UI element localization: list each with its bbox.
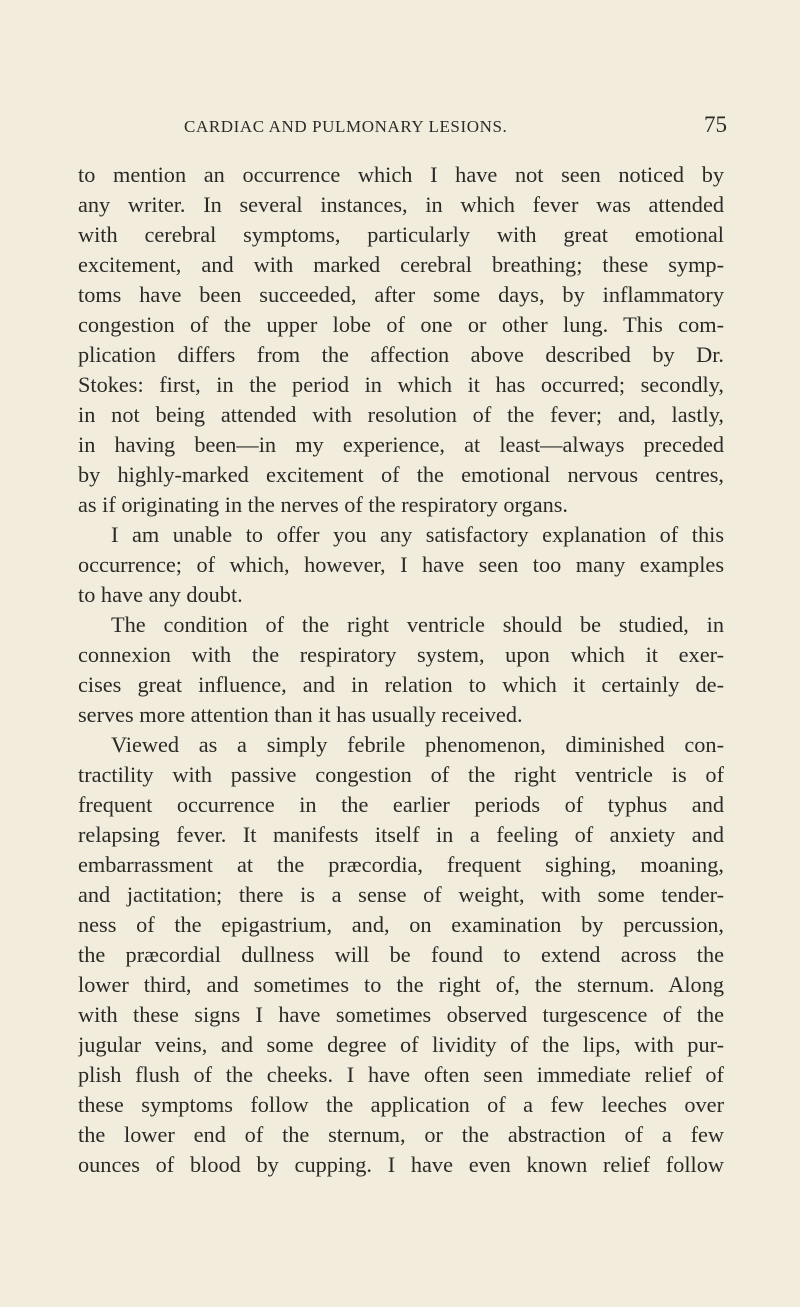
text-line: in having been—in my experience, at least—always preceded <box>78 432 724 457</box>
text-line: serves more attention than it has usually received. <box>78 702 523 727</box>
text-line: any writer. In several instances, in which fever was attended <box>78 192 724 217</box>
text-line: embarrassment at the præcordia, frequent sighing, moaning, <box>78 852 724 877</box>
text-line: to mention an occurrence which I have not seen noticed by <box>78 162 724 187</box>
text-line: ounces of blood by cupping. I have even known relief follow <box>78 1152 724 1177</box>
text-line: to have any doubt. <box>78 582 243 607</box>
text-line: excitement, and with marked cerebral breathing; these symp- <box>78 252 724 277</box>
text-line: I am unable to offer you any satisfactory explanation of this <box>111 522 724 547</box>
text-line: jugular veins, and some degree of lividity of the lips, with pur- <box>78 1032 724 1057</box>
text-line: congestion of the upper lobe of one or other lung. This com- <box>78 312 724 337</box>
text-line: frequent occurrence in the earlier periods of typhus and <box>78 792 724 817</box>
text-line: relapsing fever. It manifests itself in a feeling of anxiety and <box>78 822 724 847</box>
text-line: occurrence; of which, however, I have seen too many examples <box>78 552 724 577</box>
text-line: tractility with passive congestion of the right ventricle is of <box>78 762 724 787</box>
text-line: connexion with the respiratory system, upon which it exer- <box>78 642 724 667</box>
text-line: the præcordial dullness will be found to extend across the <box>78 942 724 967</box>
text-line: The condition of the right ventricle should be studied, in <box>111 612 724 637</box>
text-line: by highly-marked excitement of the emotional nervous centres, <box>78 462 724 487</box>
text-line: plication differs from the affection above described by Dr. <box>78 342 724 367</box>
text-line: toms have been succeeded, after some days, by inflammatory <box>78 282 724 307</box>
text-line: cises great influence, and in relation to which it certainly de- <box>78 672 724 697</box>
text-line: in not being attended with resolution of the fever; and, lastly, <box>78 402 724 427</box>
text-line: ness of the epigastrium, and, on examination by percussion, <box>78 912 724 937</box>
text-line: as if originating in the nerves of the respiratory organs. <box>78 492 568 517</box>
text-line: these symptoms follow the application of a few leeches over <box>78 1092 724 1117</box>
text-line: Viewed as a simply febrile phenomenon, diminished con- <box>111 732 724 757</box>
running-head: CARDIAC AND PULMONARY LESIONS. <box>184 117 508 136</box>
text-line: with cerebral symptoms, particularly with great emotional <box>78 222 724 247</box>
text-line: with these signs I have sometimes observed turgescence of the <box>78 1002 724 1027</box>
text-line: Stokes: first, in the period in which it has occurred; secondly, <box>78 372 724 397</box>
text-line: lower third, and sometimes to the right of, the sternum. Along <box>78 972 724 997</box>
text-line: and jactitation; there is a sense of weight, with some tender- <box>78 882 724 907</box>
text-line: plish flush of the cheeks. I have often seen immediate relief of <box>78 1062 724 1087</box>
page-number: 75 <box>704 112 727 137</box>
text-line: the lower end of the sternum, or the abstraction of a few <box>78 1122 724 1147</box>
body-text <box>78 160 724 1180</box>
